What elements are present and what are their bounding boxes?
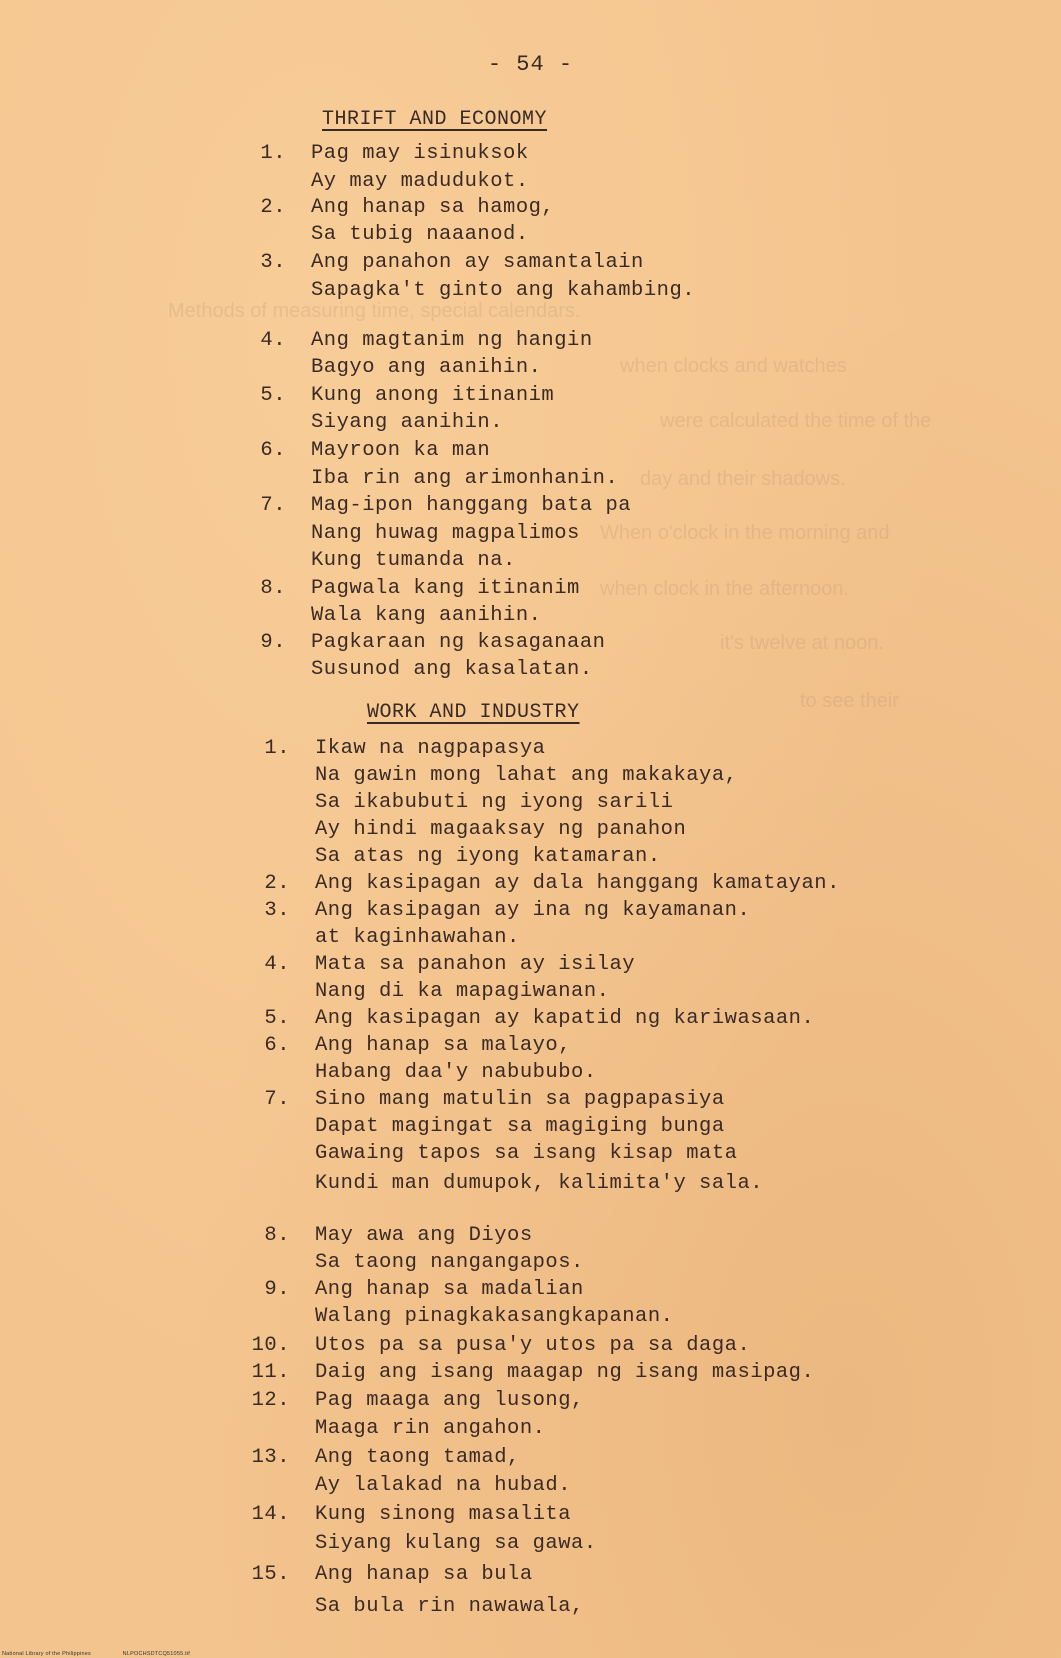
bleed-line: when clocks and watches [620,355,847,377]
item-line: Wala kang aanihin. [311,604,542,627]
item-line: at kaginhawahan. [315,926,520,949]
item-number: 8. [260,577,286,600]
item-line: Walang pinagkakasangkapanan. [315,1305,674,1328]
item-line: Pagwala kang itinanim [311,577,580,600]
item-number: 13. [251,1446,290,1469]
item-line: Sa atas ng iyong katamaran. [315,845,661,868]
item-number: 11. [251,1361,290,1384]
item-line: Ang hanap sa madalian [315,1278,584,1301]
section-heading: WORK AND INDUSTRY [367,701,580,724]
item-line: Ang hanap sa bula [315,1563,533,1586]
item-line: Ay lalakad na hubad. [315,1474,572,1497]
item-line: Ay may madudukot. [311,170,529,193]
item-line: Daig ang isang maagap ng isang masipag. [315,1361,815,1384]
item-number: 9. [260,631,286,654]
item-number: 7. [260,494,286,517]
footer-library: National Library of the Philippines [2,1651,91,1657]
item-number: 14. [251,1503,290,1526]
item-line: Ang taong tamad, [315,1446,520,1469]
item-line: Siyang aanihin. [311,411,504,434]
item-line: Kundi man dumupok, kalimita'y sala. [315,1172,764,1195]
item-line: Ang kasipagan ay ina ng kayamanan. [315,899,751,922]
item-line: Sa bula rin nawawala, [315,1595,584,1618]
footer-file: NLPOCHSDTCQ51055.tif [122,1651,190,1657]
bleed-line: were calculated the time of the [660,410,932,432]
item-number: 4. [260,329,286,352]
item-line: Ay hindi magaaksay ng panahon [315,818,687,841]
item-line: Iba rin ang arimonhanin. [311,467,619,490]
item-number: 5. [264,1007,290,1030]
item-line: Sapagka't ginto ang kahambing. [311,279,696,302]
item-number: 15. [251,1563,290,1586]
bleed-line: to see their [800,690,899,712]
section-heading: THRIFT AND ECONOMY [322,108,548,131]
item-line: Ang hanap sa hamog, [311,196,555,219]
item-line: Sino mang matulin sa pagpapasiya [315,1088,725,1111]
item-number: 5. [260,384,286,407]
item-line: Kung tumanda na. [311,549,516,572]
item-line: Maaga rin angahon. [315,1417,546,1440]
item-line: Mag-ipon hanggang bata pa [311,494,632,517]
item-line: Ikaw na nagpapasya [315,737,546,760]
item-line: Bagyo ang aanihin. [311,356,542,379]
item-number: 7. [264,1088,290,1111]
bleed-line: Methods of measuring time, special calendars. [168,300,581,322]
item-line: Ang panahon ay samantalain [311,251,644,274]
item-line: Susunod ang kasalatan. [311,658,593,681]
bleed-line: it's twelve at noon. [720,632,884,654]
item-line: Ang hanap sa malayo, [315,1034,572,1057]
item-number: 1. [264,737,290,760]
bleed-line: when clock in the afternoon. [600,578,850,600]
item-number: 9. [264,1278,290,1301]
item-line: Pagkaraan ng kasaganaan [311,631,606,654]
item-line: Sa taong nangangapos. [315,1251,584,1274]
item-line: Pag may isinuksok [311,142,529,165]
item-line: Ang magtanim ng hangin [311,329,593,352]
bleed-line: When o'clock in the morning and [600,522,890,544]
item-line: Utos pa sa pusa'y utos pa sa daga. [315,1334,751,1357]
item-line: Siyang kulang sa gawa. [315,1532,597,1555]
item-number: 3. [260,251,286,274]
bleed-line: day and their shadows. [640,468,846,490]
item-number: 8. [264,1224,290,1247]
item-line: Ang kasipagan ay kapatid ng kariwasaan. [315,1007,815,1030]
item-number: 12. [251,1389,290,1412]
item-line: Kung anong itinanim [311,384,555,407]
page-number: - 54 - [487,52,574,77]
item-line: Sa ikabubuti ng iyong sarili [315,791,674,814]
scan-footer [2,1651,220,1657]
item-line: May awa ang Diyos [315,1224,533,1247]
item-line: Sa tubig naaanod. [311,223,529,246]
item-line: Nang di ka mapagiwanan. [315,980,610,1003]
item-line: Gawaing tapos sa isang kisap mata [315,1142,738,1165]
item-line: Nang huwag magpalimos [311,522,580,545]
item-line: Habang daa'y nabububo. [315,1061,597,1084]
item-line: Mayroon ka man [311,439,491,462]
item-number: 6. [260,439,286,462]
item-line: Dapat magingat sa magiging bunga [315,1115,725,1138]
item-number: 10. [251,1334,290,1357]
item-line: Kung sinong masalita [315,1503,572,1526]
item-number: 2. [264,872,290,895]
item-line: Ang kasipagan ay dala hanggang kamatayan. [315,872,840,895]
item-number: 4. [264,953,290,976]
item-number: 2. [260,196,286,219]
item-line: Na gawin mong lahat ang makakaya, [315,764,738,787]
item-line: Mata sa panahon ay isilay [315,953,636,976]
item-line: Pag maaga ang lusong, [315,1389,584,1412]
item-number: 6. [264,1034,290,1057]
item-number: 1. [260,142,286,165]
item-number: 3. [264,899,290,922]
